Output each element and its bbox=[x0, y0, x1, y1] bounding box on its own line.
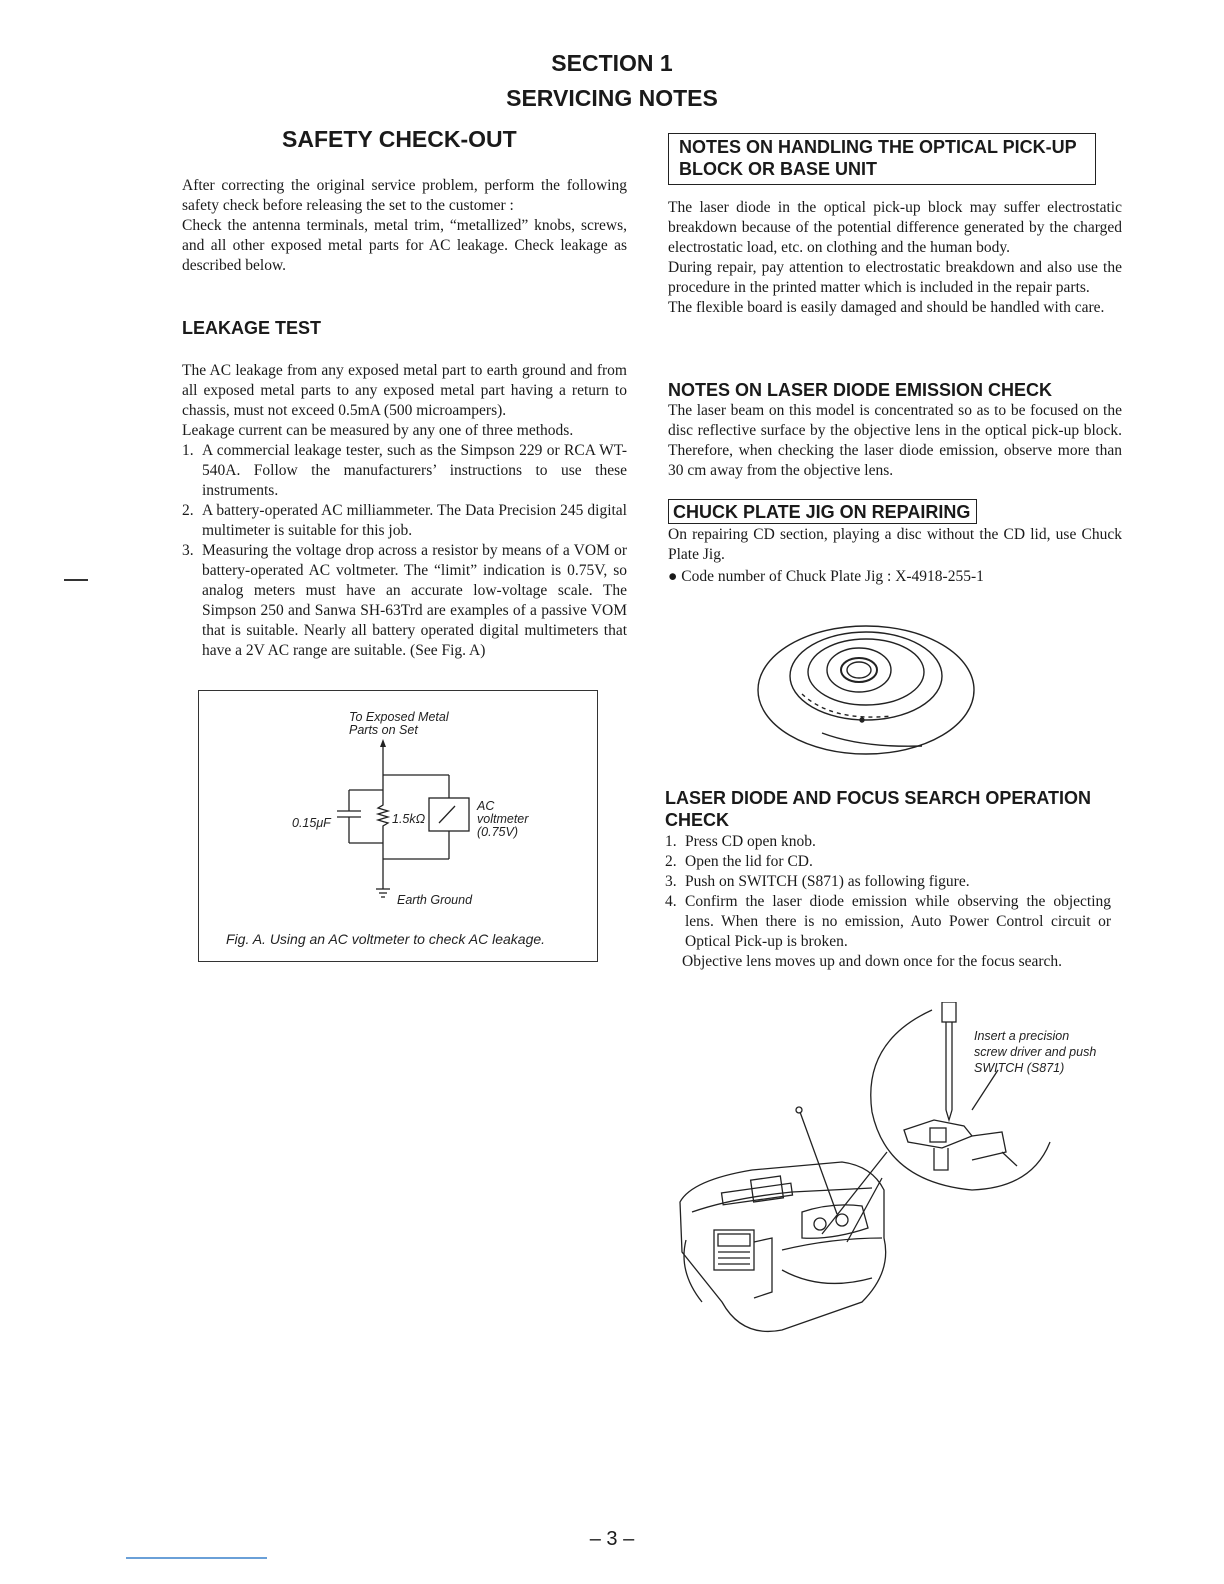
leakage-title: LEAKAGE TEST bbox=[182, 318, 322, 338]
top-label-2: Parts on Set bbox=[349, 723, 418, 737]
leakage-paragraph-1: The AC leakage from any exposed metal part to earth ground and from all exposed metal parts to any exposed metal part having a return to chassis, must not exceed 0.5mA (500 microampers). bbox=[182, 362, 627, 419]
list-item: 4. Confirm the laser diode emission while observing the objecting lens. When there is no emission, Auto Power Control circuit or Optical Pick-up is broken. bbox=[665, 893, 1111, 950]
callout-line-1: Insert a precision bbox=[974, 1029, 1070, 1043]
capacitor-label: 0.15μF bbox=[292, 816, 331, 830]
chuck-code: ● Code number of Chuck Plate Jig : X-4918-255-1 bbox=[668, 568, 984, 585]
list-item: 1. A commercial leakage tester, such as the Simpson 229 or RCA WT-540A. Follow the manufacturers’ instructions to use these instruments. bbox=[182, 442, 627, 499]
margin-mark bbox=[64, 579, 88, 581]
handling-paragraph-3: The flexible board is easily damaged and should be handled with care. bbox=[668, 299, 1105, 316]
safety-title: SAFETY CHECK-OUT bbox=[282, 126, 517, 152]
focus-title-line-2: CHECK bbox=[665, 810, 730, 830]
resistor-label: 1.5kΩ bbox=[392, 812, 426, 826]
list-item: 3. Push on SWITCH (S871) as following figure. bbox=[665, 873, 970, 890]
callout-line-2: screw driver and push bbox=[974, 1045, 1097, 1059]
list-item: 2. Open the lid for CD. bbox=[665, 853, 813, 870]
safety-text bbox=[182, 176, 627, 276]
focus-title-line-1: LASER DIODE AND FOCUS SEARCH OPERATION bbox=[665, 788, 1092, 808]
focus-title bbox=[665, 787, 1120, 831]
list-item: 1. Press CD open knob. bbox=[665, 833, 816, 850]
meter-label-2: voltmeter bbox=[477, 812, 529, 826]
safety-paragraph-1: After correcting the original service problem, perform the following safety check before releasing the set to the customer : bbox=[182, 177, 627, 214]
meter-label-1: AC bbox=[477, 799, 495, 813]
chuck-title: CHUCK PLATE JIG ON REPAIRING bbox=[668, 499, 977, 524]
page-number: – 3 – bbox=[589, 1528, 635, 1550]
handling-heading-box bbox=[668, 133, 1096, 185]
handling-paragraph-2: During repair, pay attention to electrostatic breakdown and also use the procedure in the printed matter which is included in the repair parts. bbox=[668, 259, 1122, 296]
handling-paragraph-1: The laser diode in the optical pick-up block may suffer electrostatic breakdown because of the potential difference generated by the charged electrostatic load, etc. on clothing and the human body. bbox=[668, 199, 1122, 256]
list-item: 3. Measuring the voltage drop across a resistor by means of a VOM or battery-operated AC voltmeter. The “limit” indication is 0.75V, so analog meters must have an accurate low-voltage scale. The Simpson 250 and Sanwa SH-63Trd are examples of a passive VOM that is suitable. Nearly all battery operated digital multimeters that have a 2V AC range are suitable. (See Fig. A) bbox=[182, 542, 627, 659]
figure-caption: Fig. A. Using an AC voltmeter to check AC leakage. bbox=[226, 931, 546, 947]
step-4-extra: Objective lens moves up and down once for the focus search. bbox=[682, 953, 1063, 970]
safety-paragraph-2: Check the antenna terminals, metal trim, “metallized” knobs, screws, and all other exposed metal parts for AC leakage. Check leakage as described below. bbox=[182, 217, 627, 274]
focus-steps-list bbox=[665, 832, 1111, 952]
leakage-text bbox=[182, 361, 627, 661]
emission-text-block bbox=[668, 401, 1122, 481]
section-number: SECTION 1 bbox=[551, 50, 673, 76]
emission-text: The laser beam on this model is concentrated so as to be focused on the disc reflective surface by the objective lens in the optical pick-up block. Therefore, when checking the laser diode emission, observe more than 30 cm away from the objective lens. bbox=[668, 402, 1122, 479]
footer-rule bbox=[126, 1557, 267, 1559]
handling-text bbox=[668, 198, 1122, 318]
chuck-plate-jig-illustration bbox=[752, 618, 980, 760]
handling-title-line-2: BLOCK OR BASE UNIT bbox=[679, 159, 877, 179]
chuck-text: On repairing CD section, playing a disc without the CD lid, use Chuck Plate Jig. bbox=[668, 526, 1122, 563]
ground-label: Earth Ground bbox=[397, 893, 473, 907]
figure-a-box bbox=[198, 690, 598, 962]
focus-steps bbox=[665, 832, 1111, 972]
leakage-circuit-diagram bbox=[199, 691, 597, 961]
section-title: SERVICING NOTES bbox=[506, 85, 718, 111]
chuck-text-block bbox=[668, 525, 1122, 587]
leakage-paragraph-2: Leakage current can be measured by any one of three methods. bbox=[182, 422, 574, 439]
emission-title: NOTES ON LASER DIODE EMISSION CHECK bbox=[668, 380, 1053, 400]
top-label-1: To Exposed Metal bbox=[349, 710, 449, 724]
meter-label-3: (0.75V) bbox=[477, 825, 518, 839]
list-item: 2. A battery-operated AC milliammeter. The Data Precision 245 digital multimeter is suitable for this job. bbox=[182, 502, 627, 539]
handling-title-line-1: NOTES ON HANDLING THE OPTICAL PICK-UP bbox=[679, 137, 1077, 157]
boombox-switch-illustration bbox=[672, 1002, 1112, 1342]
methods-list bbox=[182, 441, 627, 661]
callout-line-3: SWITCH (S871) bbox=[974, 1061, 1065, 1075]
